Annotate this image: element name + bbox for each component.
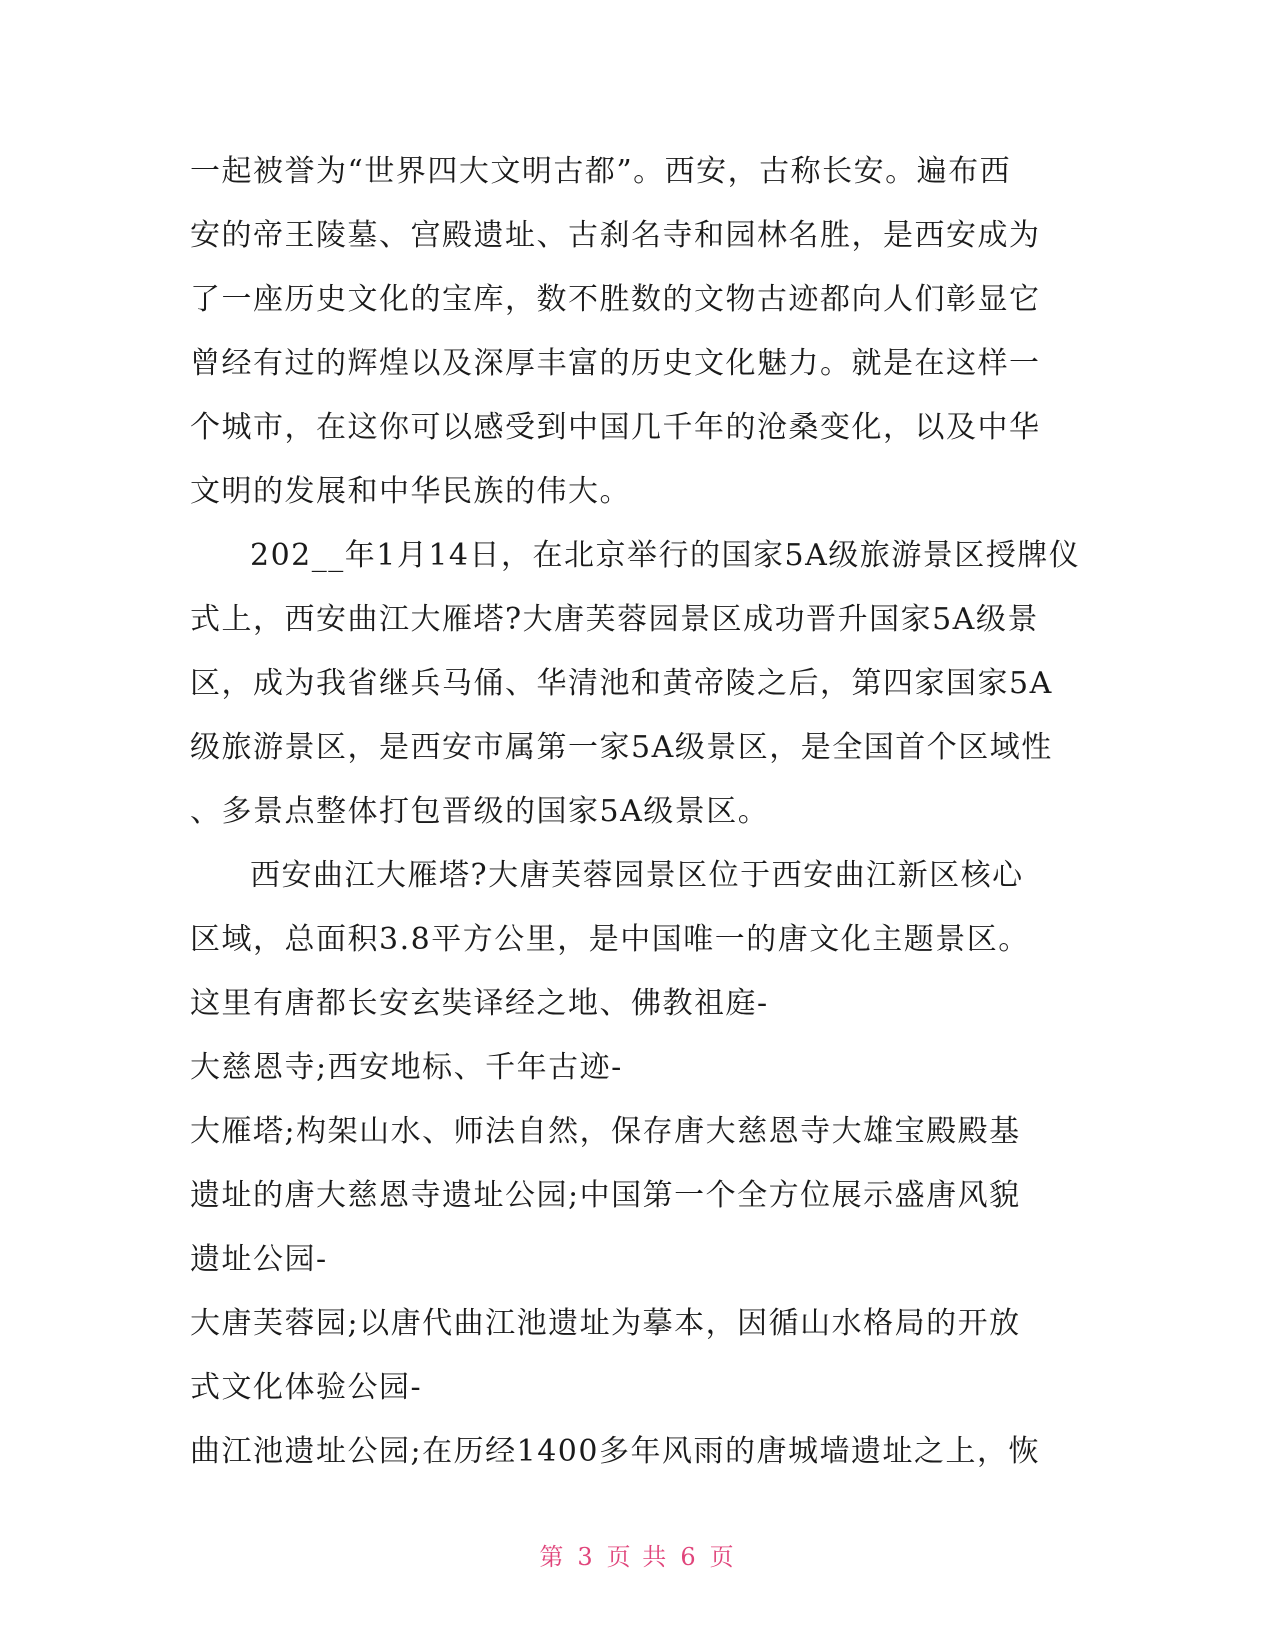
paragraph-1 bbox=[190, 140, 1090, 524]
text-line: 曾经有过的辉煌以及深厚丰富的历史文化魅力。就是在这样一 bbox=[190, 346, 1041, 381]
text-line: 式文化体验公园- bbox=[190, 1370, 423, 1405]
text-line: 西安曲江大雁塔?大唐芙蓉园景区位于西安曲江新区核心 bbox=[250, 858, 1024, 893]
paragraph-2 bbox=[190, 524, 1090, 844]
footer-middle: 页 共 bbox=[606, 1543, 669, 1571]
text-line: 文明的发展和中华民族的伟大。 bbox=[190, 474, 631, 509]
footer-prefix: 第 bbox=[539, 1543, 566, 1571]
text-line: 区域，总面积3.8平方公里，是中国唯一的唐文化主题景区。 bbox=[190, 922, 1030, 957]
page-footer bbox=[0, 1537, 1275, 1572]
text-line: 202__年1月14日，在北京举行的国家5A级旅游景区授牌仪 bbox=[250, 538, 1081, 573]
text-line: 大唐芙蓉园;以唐代曲江池遗址为摹本，因循山水格局的开放 bbox=[190, 1306, 1021, 1341]
text-line: 个城市，在这你可以感受到中国几千年的沧桑变化，以及中华 bbox=[190, 410, 1041, 445]
text-line: 安的帝王陵墓、宫殿遗址、古刹名寺和园林名胜，是西安成为 bbox=[190, 218, 1041, 253]
text-line: 遗址的唐大慈恩寺遗址公园;中国第一个全方位展示盛唐风貌 bbox=[190, 1178, 1021, 1213]
current-page-number: 3 bbox=[577, 1543, 595, 1571]
paragraph-3 bbox=[190, 844, 1090, 1484]
text-line: 大慈恩寺;西安地标、千年古迹- bbox=[190, 1050, 623, 1085]
text-line: 这里有唐都长安玄奘译经之地、佛教祖庭- bbox=[190, 986, 769, 1021]
text-line: 大雁塔;构架山水、师法自然，保存唐大慈恩寺大雄宝殿殿基 bbox=[190, 1114, 1021, 1149]
total-pages-number: 6 bbox=[680, 1543, 698, 1571]
text-line: 式上，西安曲江大雁塔?大唐芙蓉园景区成功晋升国家5A级景 bbox=[190, 602, 1039, 637]
text-line: 一起被誉为“世界四大文明古都”。西安，古称长安。遍布西 bbox=[190, 154, 1012, 189]
text-line: 了一座历史文化的宝库，数不胜数的文物古迹都向人们彰显它 bbox=[190, 282, 1041, 317]
document-body bbox=[190, 140, 1090, 1484]
text-line: 、多景点整体打包晋级的国家5A级景区。 bbox=[190, 794, 770, 829]
text-line: 遗址公园- bbox=[190, 1242, 328, 1277]
footer-suffix: 页 bbox=[709, 1543, 736, 1571]
text-line: 级旅游景区，是西安市属第一家5A级景区，是全国首个区域性 bbox=[190, 730, 1053, 765]
text-line: 区，成为我省继兵马俑、华清池和黄帝陵之后，第四家国家5A bbox=[190, 666, 1053, 701]
text-line: 曲江池遗址公园;在历经1400多年风雨的唐城墙遗址之上，恢 bbox=[190, 1434, 1040, 1469]
